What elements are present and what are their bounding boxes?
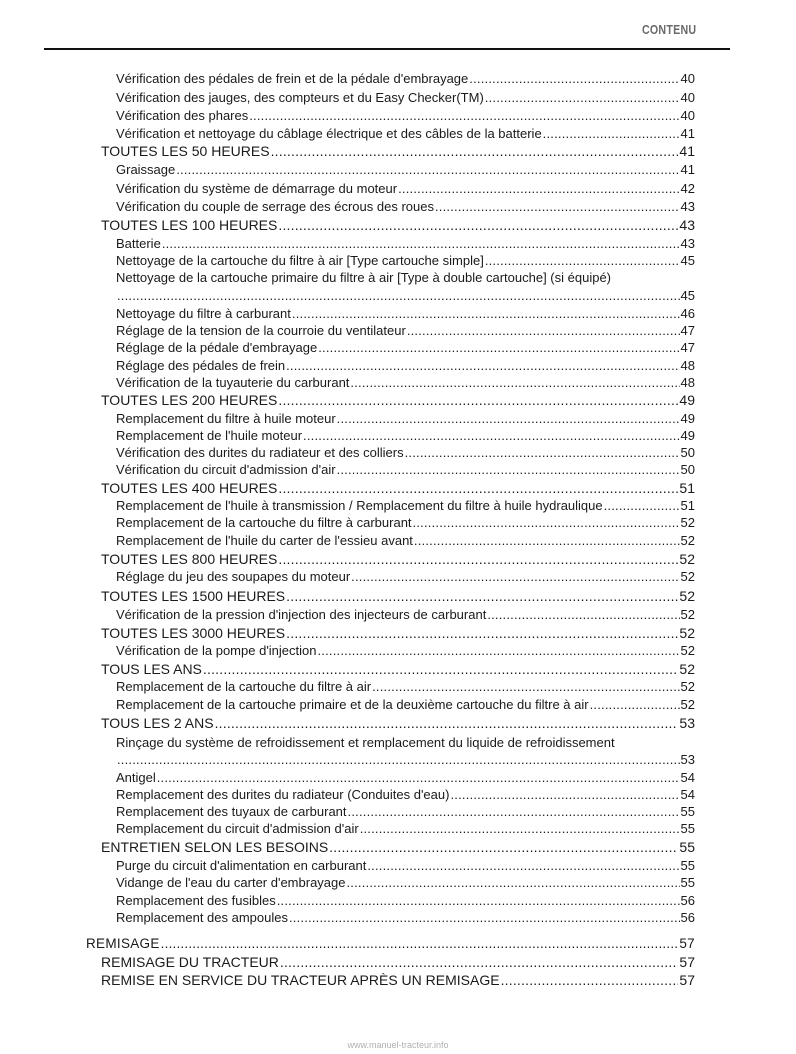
toc-entry-page: 54 <box>680 770 695 785</box>
toc-entry-page: 55 <box>680 858 695 873</box>
toc-entry[interactable] <box>116 642 695 659</box>
toc-entry-page: 43 <box>679 217 695 233</box>
toc-leader <box>590 696 680 713</box>
toc-entry-title: Remplacement des tuyaux de carburant <box>116 804 347 819</box>
toc-entry[interactable] <box>116 305 695 322</box>
toc-entry-page: 52 <box>679 625 695 641</box>
toc-entry-title: Remplacement de la cartouche du filtre à carburant <box>116 515 412 530</box>
toc-leader <box>292 305 680 322</box>
toc-leader <box>278 550 678 568</box>
toc-entry[interactable] <box>116 89 695 106</box>
toc-entry-title: Vérification de la pression d'injection des injecteurs de carburant <box>116 607 487 622</box>
toc-entry-title[interactable]: Rinçage du système de refroidissement et remplacement du liquide de refroidissement <box>116 735 615 750</box>
toc-entry[interactable] <box>116 287 695 304</box>
toc-leader <box>249 107 679 124</box>
toc-leader <box>286 587 678 605</box>
toc-entry[interactable] <box>116 532 695 549</box>
toc-leader <box>278 391 678 409</box>
toc-entry-page: 51 <box>679 480 695 496</box>
toc-entry[interactable] <box>116 874 695 891</box>
toc-entry-page: 53 <box>680 752 695 767</box>
toc-entry[interactable] <box>116 696 695 713</box>
toc-entry-page: 41 <box>680 162 695 177</box>
footer-watermark: www.manuel-tracteur.info <box>347 1040 449 1050</box>
toc-entry-title: Remplacement de la cartouche primaire et de la deuxième cartouche du filtre à air <box>116 697 589 712</box>
toc-leader <box>329 838 678 856</box>
toc-entry[interactable] <box>116 125 695 142</box>
toc-entry-title: Remplacement des durites du radiateur (Conduites d'eau) <box>116 787 450 802</box>
toc-leader <box>543 125 680 142</box>
toc-entry-page: 56 <box>680 910 695 925</box>
toc-entry[interactable] <box>116 678 695 695</box>
toc-entry-page: 55 <box>679 839 695 855</box>
toc-entry[interactable] <box>101 624 695 642</box>
toc-entry-page: 50 <box>680 462 695 477</box>
toc-leader <box>450 786 679 803</box>
toc-entry[interactable] <box>116 161 695 178</box>
toc-entry-page: 52 <box>680 697 695 712</box>
toc-entry-page: 54 <box>680 787 695 802</box>
toc-entry-title: Remplacement de l'huile à transmission / Remplacement du filtre à huile hydraulique <box>116 498 603 513</box>
toc-entry[interactable] <box>116 357 695 374</box>
toc-entry-title: Vérification des jauges, des compteurs et du Easy Checker(TM) <box>116 90 484 105</box>
toc-entry[interactable] <box>101 714 695 732</box>
toc-entry-title: TOUTES LES 1500 HEURES <box>101 588 286 604</box>
toc-entry[interactable] <box>116 751 695 768</box>
toc-leader <box>286 624 678 642</box>
toc-entry-title: TOUTES LES 200 HEURES <box>101 392 278 408</box>
toc-entry[interactable] <box>116 339 695 356</box>
toc-leader <box>337 410 680 427</box>
toc-leader <box>161 935 679 953</box>
toc-entry[interactable] <box>116 427 695 444</box>
toc-entry-title: Purge du circuit d'alimentation en carburant <box>116 858 367 873</box>
toc-entry-title: Remplacement du filtre à huile moteur <box>116 411 336 426</box>
toc-entry-page: 43 <box>680 236 695 251</box>
toc-entry-title: Nettoyage de la cartouche du filtre à air [Type cartouche simple] <box>116 253 484 268</box>
toc-entry[interactable] <box>116 786 695 803</box>
toc-entry-page: 42 <box>680 181 695 196</box>
toc-leader <box>407 322 680 339</box>
toc-leader <box>278 216 678 234</box>
toc-leader <box>215 714 679 732</box>
toc-entry[interactable] <box>116 410 695 427</box>
toc-leader <box>347 874 680 891</box>
toc-entry-page: 53 <box>679 715 695 731</box>
toc-entry-title: Vérification de la tuyauterie du carburant <box>116 375 350 390</box>
toc-entry-title: Réglage des pédales de frein <box>116 358 286 373</box>
toc-entry-page: 52 <box>680 515 695 530</box>
toc-leader <box>162 235 680 252</box>
toc-entry[interactable] <box>101 953 695 971</box>
toc-entry-page: 47 <box>680 323 695 338</box>
toc-entry-title: TOUTES LES 100 HEURES <box>101 217 278 233</box>
toc-entry-page: 57 <box>679 954 695 970</box>
toc-entry-title: Vérification et nettoyage du câblage électrique et des câbles de la batterie <box>116 126 542 141</box>
toc-leader <box>367 857 679 874</box>
toc-entry-title: Remplacement de l'huile moteur <box>116 428 303 443</box>
toc-entry-title: Vérification des pédales de frein et de la pédale d'embrayage <box>116 71 469 86</box>
toc-leader <box>360 820 680 837</box>
toc-entry-page: 48 <box>680 358 695 373</box>
toc-entry-title: Vérification des durites du radiateur et des colliers <box>116 445 404 460</box>
toc-entry-page: 46 <box>680 306 695 321</box>
toc-entry[interactable] <box>116 568 695 585</box>
toc-entry-title: Vidange de l'eau du carter d'embrayage <box>116 875 346 890</box>
toc-entry-title: REMISAGE DU TRACTEUR <box>101 954 279 970</box>
toc-entry[interactable] <box>116 374 695 391</box>
toc-entry-page: 52 <box>680 569 695 584</box>
toc-entry[interactable] <box>116 107 695 124</box>
toc-entry-title: Réglage de la tension de la courroie du ventilateur <box>116 323 406 338</box>
toc-leader <box>278 479 678 497</box>
toc-leader <box>414 532 680 549</box>
toc-leader <box>117 287 680 304</box>
toc-entry-page: 41 <box>680 126 695 141</box>
toc-leader <box>405 444 680 461</box>
toc-entry-title: TOUTES LES 3000 HEURES <box>101 625 286 641</box>
toc-entry-page: 48 <box>680 375 695 390</box>
toc-entry[interactable] <box>116 857 695 874</box>
toc-entry[interactable] <box>101 838 695 856</box>
toc-entry[interactable] <box>101 550 695 568</box>
toc-leader <box>176 161 679 178</box>
toc-entry-title: TOUTES LES 50 HEURES <box>101 143 270 159</box>
toc-entry-title: TOUS LES ANS <box>101 661 202 677</box>
toc-entry-title: Vérification des phares <box>116 108 249 123</box>
toc-leader <box>398 180 679 197</box>
toc-leader <box>277 892 680 909</box>
toc-entry[interactable] <box>101 479 695 497</box>
toc-entry-title: Vérification du couple de serrage des écrous des roues <box>116 199 434 214</box>
toc-leader <box>348 803 680 820</box>
toc-entry-page: 49 <box>680 411 695 426</box>
toc-entry-title: Graissage <box>116 162 176 177</box>
toc-entry[interactable] <box>116 444 695 461</box>
toc-entry[interactable] <box>101 391 695 409</box>
toc-entry[interactable] <box>116 497 695 514</box>
toc-entry[interactable] <box>116 892 695 909</box>
toc-entry-page: 47 <box>680 340 695 355</box>
toc-entry-title: REMISAGE <box>86 936 160 951</box>
toc-entry-title: TOUS LES 2 ANS <box>101 715 214 731</box>
toc-entry-title: Remplacement du circuit d'admission d'air <box>116 821 359 836</box>
toc-leader <box>117 751 680 768</box>
toc-leader <box>280 953 679 971</box>
toc-entry[interactable] <box>116 198 695 215</box>
toc-leader <box>351 568 679 585</box>
toc-entry-title: Remplacement des ampoules <box>116 910 288 925</box>
toc-entry-page: 57 <box>679 972 695 988</box>
toc-entry-page: 55 <box>680 875 695 890</box>
page-header-title: CONTENU <box>641 22 696 37</box>
toc-leader <box>485 89 680 106</box>
toc-entry-title: Réglage du jeu des soupapes du moteur <box>116 569 351 584</box>
toc-entry-title: Nettoyage du filtre à carburant <box>116 306 291 321</box>
toc-entry-page: 50 <box>680 445 695 460</box>
toc-entry-page: 52 <box>680 607 695 622</box>
toc-entry-title: Remplacement de l'huile du carter de l'essieu avant <box>116 533 413 548</box>
toc-entry[interactable] <box>116 180 695 197</box>
toc-entry[interactable] <box>116 70 695 87</box>
toc-leader <box>157 769 680 786</box>
toc-entry-page: 55 <box>680 804 695 819</box>
toc-entry-page: 52 <box>679 661 695 677</box>
toc-leader <box>337 461 680 478</box>
toc-entry-page: 51 <box>680 498 695 513</box>
toc-leader <box>485 252 680 269</box>
toc-entry-title: TOUTES LES 400 HEURES <box>101 480 278 496</box>
header-divider <box>44 48 730 50</box>
toc-entry[interactable] <box>101 587 695 605</box>
toc-entry-title[interactable]: Nettoyage de la cartouche primaire du filtre à air [Type à double cartouche] (si équipé) <box>116 270 611 285</box>
toc-leader <box>318 339 679 356</box>
toc-entry-title: TOUTES LES 800 HEURES <box>101 551 278 567</box>
toc-leader <box>203 660 679 678</box>
toc-entry-title: Antigel <box>116 770 156 785</box>
toc-entry[interactable] <box>101 971 695 989</box>
toc-leader <box>350 374 679 391</box>
toc-leader <box>469 70 679 87</box>
toc-entry-title: Vérification de la pompe d'injection <box>116 643 317 658</box>
toc-entry-title: Vérification du système de démarrage du moteur <box>116 181 398 196</box>
toc-entry[interactable] <box>116 252 695 269</box>
toc-entry[interactable] <box>116 235 695 252</box>
toc-entry-title: Vérification du circuit d'admission d'air <box>116 462 336 477</box>
toc-entry[interactable] <box>116 769 695 786</box>
toc-entry-page: 40 <box>680 108 695 123</box>
toc-leader <box>271 142 679 160</box>
toc-leader <box>487 606 679 623</box>
toc-entry-page: 43 <box>680 199 695 214</box>
toc-entry-page: 55 <box>680 821 695 836</box>
toc-entry-page: 41 <box>679 143 695 159</box>
toc-entry-title: REMISE EN SERVICE DU TRACTEUR APRÈS UN REMISAGE <box>101 972 500 988</box>
toc-leader <box>303 427 680 444</box>
toc-entry[interactable] <box>116 514 695 531</box>
toc-entry-page: 49 <box>679 392 695 408</box>
toc-entry[interactable] <box>101 660 695 678</box>
toc-entry-title: Réglage de la pédale d'embrayage <box>116 340 318 355</box>
toc-entry-page: 52 <box>679 551 695 567</box>
toc-entry-page: 40 <box>680 71 695 86</box>
toc-entry[interactable] <box>101 142 695 160</box>
toc-entry-page: 52 <box>679 588 695 604</box>
toc-leader <box>435 198 680 215</box>
toc-entry[interactable] <box>116 606 695 623</box>
toc-leader <box>604 497 680 514</box>
toc-leader <box>372 678 679 695</box>
toc-entry-page: 52 <box>680 533 695 548</box>
toc-entry-page: 45 <box>680 253 695 268</box>
toc-entry[interactable] <box>116 461 695 478</box>
toc-entry-page: 56 <box>680 893 695 908</box>
toc-entry-page: 45 <box>680 288 695 303</box>
toc-entry-title: Batterie <box>116 236 161 251</box>
toc-leader <box>286 357 679 374</box>
toc-entry-page: 40 <box>680 90 695 105</box>
toc-entry[interactable] <box>116 909 695 926</box>
toc-entry[interactable] <box>116 803 695 820</box>
toc-entry[interactable] <box>116 820 695 837</box>
toc-entry[interactable] <box>86 935 695 953</box>
toc-entry[interactable] <box>101 216 695 234</box>
toc-entry-title: Remplacement de la cartouche du filtre à air <box>116 679 372 694</box>
toc-entry-page: 49 <box>680 428 695 443</box>
toc-entry-page: 57 <box>679 936 695 951</box>
toc-entry-page: 52 <box>680 643 695 658</box>
toc-leader <box>413 514 680 531</box>
toc-leader <box>501 971 679 989</box>
toc-leader <box>289 909 680 926</box>
toc-entry-title: ENTRETIEN SELON LES BESOINS <box>101 839 329 855</box>
toc-entry-page: 52 <box>680 679 695 694</box>
toc-entry[interactable] <box>116 322 695 339</box>
toc-entry-title: Remplacement des fusibles <box>116 893 276 908</box>
toc-leader <box>318 642 680 659</box>
